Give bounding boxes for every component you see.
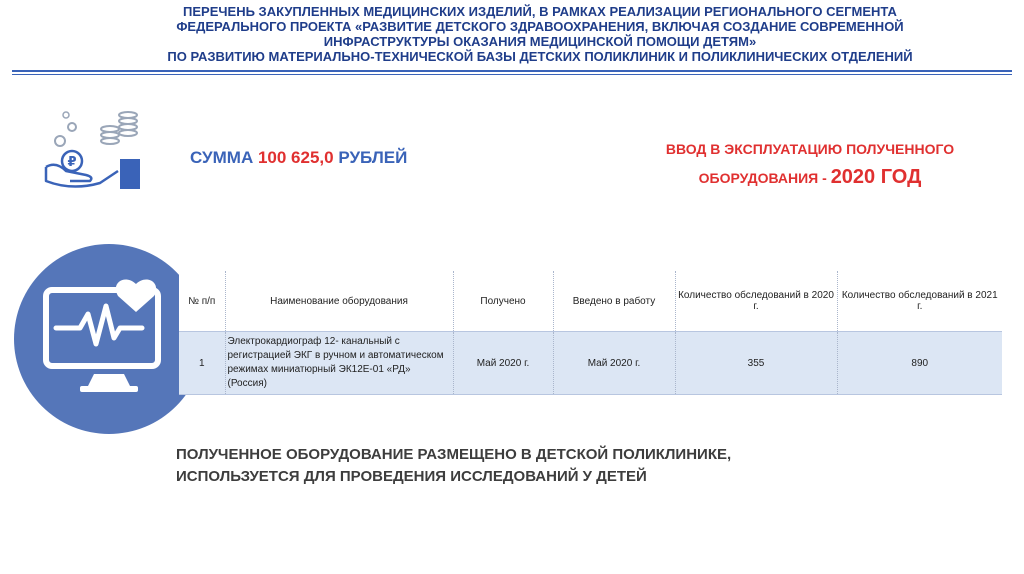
commissioning-label: ОБОРУДОВАНИЯ - — [698, 170, 827, 186]
commissioning-year: 2020 ГОД — [830, 166, 922, 188]
title-line-3: ИНФРАСТРУКТУРЫ ОКАЗАНИЯ МЕДИЦИНСКОЙ ПОМОЩИ ДЕТЯМ» — [323, 34, 757, 49]
note-line-1: ПОЛУЧЕННОЕ ОБОРУДОВАНИЕ РАЗМЕЩЕНО В ДЕТСКОЙ ПОЛИКЛИНИКЕ, — [176, 446, 732, 463]
cell-commissioned: Май 2020 г. — [553, 332, 675, 395]
col-header-number: № п/п — [179, 271, 225, 332]
table-row — [179, 332, 1002, 395]
commissioning-line-1: ВВОД В ЭКСПЛУАТАЦИЮ ПОЛУЧЕННОГО — [665, 141, 955, 157]
col-header-exams-2021: Количество обследований в 2021 г. — [837, 271, 1002, 332]
equipment-table — [179, 271, 1002, 395]
col-header-exams-2020: Количество обследований в 2020 г. — [675, 271, 837, 332]
col-header-received: Получено — [453, 271, 553, 332]
svg-text:₽: ₽ — [67, 155, 77, 170]
cell-exams-2021: 890 — [837, 332, 1002, 395]
cell-exams-2020: 355 — [675, 332, 837, 395]
title-line-1: ПЕРЕЧЕНЬ ЗАКУПЛЕННЫХ МЕДИЦИНСКИХ ИЗДЕЛИЙ, В РАМКАХ РЕАЛИЗАЦИИ РЕГИОНАЛЬНОГО СЕГМЕНТА — [183, 4, 897, 19]
placement-note — [176, 444, 731, 488]
sum-label: СУММА — [190, 148, 254, 167]
title-line-2: ФЕДЕРАЛЬНОГО ПРОЕКТА «РАЗВИТИЕ ДЕТСКОГО ЗДРАВООХРАНЕНИЯ, ВКЛЮЧАЯ СОЗДАНИЕ СОВРЕМЕННОЙ — [176, 19, 904, 34]
sum-amount: 100 625,0 — [257, 148, 334, 167]
note-line-2: ИСПОЛЬЗУЕТСЯ ДЛЯ ПРОВЕДЕНИЯ ИССЛЕДОВАНИЙ У ДЕТЕЙ — [176, 468, 647, 485]
col-header-commissioned: Введено в работу — [553, 271, 675, 332]
header-divider — [12, 70, 1012, 72]
commissioning-line-2 — [610, 163, 1010, 192]
cell-received: Май 2020 г. — [453, 332, 553, 395]
heart-monitor-icon — [14, 244, 204, 434]
page-title — [70, 4, 1010, 64]
commissioning-note — [610, 135, 1010, 192]
cell-equipment-name: Электрокардиограф 12- канальный с регистрацией ЭКГ в ручном и автоматическом режимах миниатюрный ЭК12Е-01 «РД» (Россия) — [225, 332, 453, 395]
col-header-name: Наименование оборудования — [225, 271, 453, 332]
money-hand-icon — [42, 103, 146, 191]
cell-number: 1 — [179, 332, 225, 395]
title-line-4: ПО РАЗВИТИЮ МАТЕРИАЛЬНО-ТЕХНИЧЕСКОЙ БАЗЫ ДЕТСКИХ ПОЛИКЛИНИК И ПОЛИКЛИНИЧЕСКИХ ОТДЕЛЕНИЙ — [167, 49, 913, 64]
header-divider-thin — [12, 74, 1012, 75]
sum-currency: РУБЛЕЙ — [338, 148, 408, 167]
table-header-row — [179, 271, 1002, 332]
total-sum — [190, 148, 407, 168]
